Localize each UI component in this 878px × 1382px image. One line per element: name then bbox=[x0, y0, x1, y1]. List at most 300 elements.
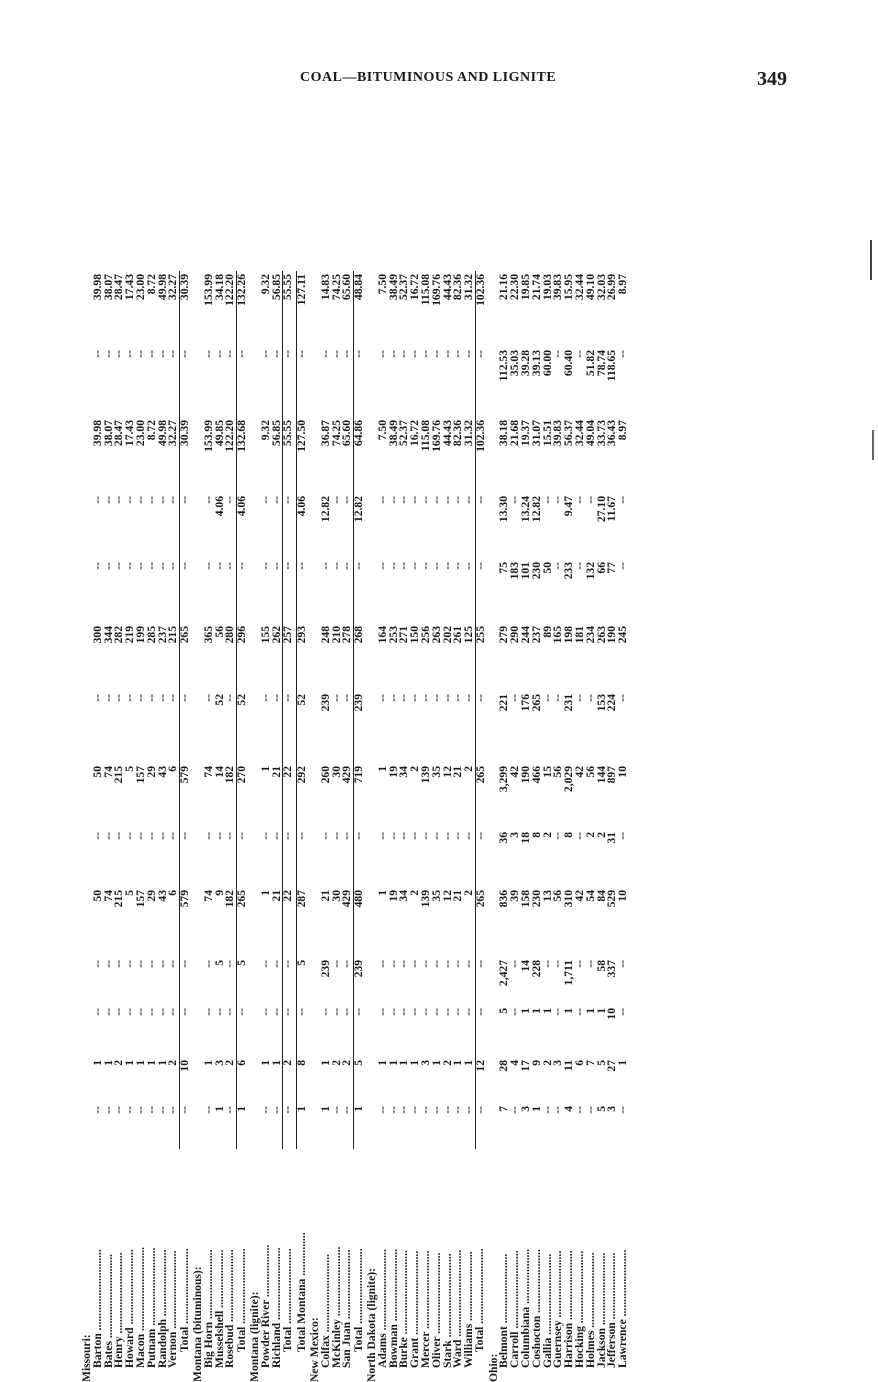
cell-col-14: 30.39 bbox=[180, 271, 193, 347]
cell-col-3: -- bbox=[144, 1008, 158, 1016]
cell-col-4: -- bbox=[269, 960, 283, 968]
cell-col-5: 21 bbox=[269, 890, 283, 902]
cell-col-10: -- bbox=[340, 562, 354, 570]
cell-col-6: 2 bbox=[594, 832, 608, 838]
cell-col-4: 14 bbox=[519, 960, 533, 972]
cell-col-13: -- bbox=[144, 350, 158, 358]
cell-col-13: 39.13 bbox=[529, 350, 543, 377]
cell-col-13: -- bbox=[551, 350, 565, 358]
cell-col-14: 127.11 bbox=[297, 271, 310, 347]
cell-col-6: -- bbox=[112, 832, 126, 840]
cell-col-3: -- bbox=[408, 1008, 422, 1016]
cell-col-9: 244 bbox=[519, 626, 533, 644]
cell-col-6: -- bbox=[340, 832, 354, 840]
cell-col-7: 43 bbox=[155, 766, 169, 778]
cell-col-2: 2 bbox=[283, 1057, 297, 1103]
cell-col-14: 32.44 bbox=[573, 274, 587, 301]
cell-col-10: -- bbox=[551, 562, 565, 570]
row-label: Vernon ........................... bbox=[166, 1250, 180, 1368]
cell-col-13: -- bbox=[283, 347, 297, 417]
cell-col-11: -- bbox=[123, 496, 137, 504]
cell-col-4: 5 bbox=[237, 957, 250, 1005]
cell-col-3: -- bbox=[573, 1008, 587, 1016]
cell-col-13: -- bbox=[462, 350, 476, 358]
cell-col-12: 55.55 bbox=[283, 417, 297, 493]
cell-col-7: 260 bbox=[318, 766, 332, 784]
row-label: McKinley ........................ bbox=[329, 1246, 343, 1368]
cell-col-12: 31.07 bbox=[529, 420, 543, 447]
cell-col-14: 169.76 bbox=[429, 274, 443, 306]
cell-col-14: 31.32 bbox=[462, 274, 476, 301]
cell-col-14: 49.10 bbox=[583, 274, 597, 301]
cell-col-4: -- bbox=[101, 960, 115, 968]
cell-col-13: -- bbox=[258, 350, 272, 358]
cell-col-3: -- bbox=[90, 1008, 104, 1016]
cell-col-8: 221 bbox=[497, 694, 511, 712]
row-label: Stark ............................. bbox=[440, 1253, 454, 1368]
cell-col-13: -- bbox=[354, 347, 367, 417]
cell-col-6: -- bbox=[462, 832, 476, 840]
cell-col-1: -- bbox=[462, 1106, 476, 1114]
cell-col-10: -- bbox=[440, 562, 454, 570]
cell-col-12: 16.72 bbox=[408, 420, 422, 447]
cell-col-3: -- bbox=[223, 1008, 237, 1016]
cell-col-9: 199 bbox=[133, 626, 147, 644]
cell-col-4: 5 bbox=[297, 957, 310, 1005]
cell-col-1: 1 bbox=[318, 1106, 332, 1112]
cell-col-7: 1 bbox=[375, 766, 389, 772]
cell-col-6: -- bbox=[258, 832, 272, 840]
cell-col-12: 169.76 bbox=[429, 420, 443, 452]
cell-col-4: -- bbox=[180, 957, 193, 1005]
cell-col-1: -- bbox=[386, 1106, 400, 1114]
cell-col-4: -- bbox=[155, 960, 169, 968]
cell-col-2: 1 bbox=[133, 1060, 147, 1066]
row-label: Total Montana ............... bbox=[294, 1232, 308, 1352]
cell-col-14: 39.98 bbox=[90, 274, 104, 301]
cell-col-11: -- bbox=[201, 496, 215, 504]
cell-col-12: 49.98 bbox=[155, 420, 169, 447]
cell-col-6: -- bbox=[475, 829, 488, 887]
cell-col-6: -- bbox=[133, 832, 147, 840]
cell-col-1: 1 bbox=[297, 1103, 310, 1149]
cell-col-3: -- bbox=[551, 1008, 565, 1016]
cell-col-1: 1 bbox=[354, 1103, 367, 1149]
cell-col-1: -- bbox=[551, 1106, 565, 1114]
cell-col-3: -- bbox=[166, 1008, 180, 1016]
cell-col-5: 265 bbox=[475, 887, 488, 957]
cell-col-2: 2 bbox=[329, 1060, 343, 1066]
row-label: Lawrence ....................... bbox=[616, 1249, 630, 1368]
cell-col-4: 239 bbox=[354, 957, 367, 1005]
cell-col-2: 1 bbox=[201, 1060, 215, 1066]
cell-col-2: 12 bbox=[475, 1057, 488, 1103]
cell-col-8: -- bbox=[616, 694, 630, 702]
cell-col-6: -- bbox=[329, 832, 343, 840]
cell-col-13: -- bbox=[269, 350, 283, 358]
cell-col-9: 293 bbox=[297, 623, 310, 691]
cell-col-3: 1 bbox=[519, 1008, 533, 1014]
cell-col-5: 13 bbox=[540, 890, 554, 902]
cell-col-8: -- bbox=[583, 694, 597, 702]
cell-col-7: 74 bbox=[201, 766, 215, 778]
cell-col-4: 2,427 bbox=[497, 960, 511, 987]
cell-col-7: 2 bbox=[462, 766, 476, 772]
coal-production-table bbox=[82, 271, 629, 1382]
cell-col-3: -- bbox=[237, 1005, 250, 1057]
cell-col-6: -- bbox=[223, 832, 237, 840]
cell-col-8: -- bbox=[397, 694, 411, 702]
cell-col-8: -- bbox=[440, 694, 454, 702]
cell-col-6: -- bbox=[397, 832, 411, 840]
cell-col-7: 6 bbox=[166, 766, 180, 772]
cell-col-10: -- bbox=[144, 562, 158, 570]
cell-col-8: 176 bbox=[519, 694, 533, 712]
cell-col-12: 56.37 bbox=[562, 420, 576, 447]
cell-col-7: 144 bbox=[594, 766, 608, 784]
cell-col-2: 2 bbox=[223, 1060, 237, 1066]
cell-col-11: -- bbox=[375, 496, 389, 504]
cell-col-3: -- bbox=[508, 1008, 522, 1016]
cell-col-6: -- bbox=[155, 832, 169, 840]
row-label: Ward .............................. bbox=[451, 1249, 465, 1368]
cell-col-4: -- bbox=[166, 960, 180, 968]
cell-col-5: 84 bbox=[594, 890, 608, 902]
cell-col-9: 261 bbox=[451, 626, 465, 644]
cell-col-11: -- bbox=[386, 496, 400, 504]
cell-col-8 bbox=[82, 691, 93, 763]
cell-col-12: 153.99 bbox=[201, 420, 215, 452]
cell-col-12: 28.47 bbox=[112, 420, 126, 447]
cell-col-13: -- bbox=[386, 350, 400, 358]
cell-col-7: 270 bbox=[237, 763, 250, 829]
cell-col-2: 3 bbox=[551, 1060, 565, 1066]
cell-col-3: -- bbox=[133, 1008, 147, 1016]
cell-col-6: 8 bbox=[562, 832, 576, 838]
cell-col-2: 1 bbox=[318, 1060, 332, 1066]
cell-col-10: 66 bbox=[594, 562, 608, 574]
scan-artifact bbox=[872, 430, 874, 460]
cell-col-9: 164 bbox=[375, 626, 389, 644]
cell-col-14: 48.84 bbox=[354, 271, 367, 347]
row-label: Williams ........................ bbox=[462, 1251, 476, 1368]
cell-col-1: -- bbox=[451, 1106, 465, 1114]
cell-col-10: -- bbox=[375, 562, 389, 570]
cell-col-1: 7 bbox=[497, 1106, 511, 1112]
row-label: Grant ............................. bbox=[408, 1250, 422, 1368]
cell-col-9: 237 bbox=[529, 626, 543, 644]
row-label: Colfax ........................... bbox=[318, 1253, 332, 1368]
cell-col-2: 27 bbox=[605, 1060, 619, 1072]
cell-col-6: -- bbox=[201, 832, 215, 840]
cell-col-1: -- bbox=[144, 1106, 158, 1114]
cell-col-11: 12.82 bbox=[354, 493, 367, 559]
cell-col-3: -- bbox=[212, 1008, 226, 1016]
cell-col-14: 153.99 bbox=[201, 274, 215, 306]
cell-col-9: 198 bbox=[562, 626, 576, 644]
cell-col-10: -- bbox=[201, 562, 215, 570]
cell-col-10: 132 bbox=[583, 562, 597, 580]
cell-col-14: 52.37 bbox=[397, 274, 411, 301]
row-label: Harrison ........................ bbox=[562, 1250, 576, 1368]
cell-col-14: 21.74 bbox=[529, 274, 543, 301]
cell-col-12: 52.37 bbox=[397, 420, 411, 447]
cell-col-10: -- bbox=[269, 562, 283, 570]
cell-col-4: -- bbox=[397, 960, 411, 968]
cell-col-12: 127.50 bbox=[297, 417, 310, 493]
cell-col-13: 60.00 bbox=[540, 350, 554, 377]
cell-col-9: 245 bbox=[616, 626, 630, 644]
cell-col-12: 36.43 bbox=[605, 420, 619, 447]
cell-col-4: -- bbox=[283, 957, 297, 1005]
cell-col-7: 14 bbox=[212, 766, 226, 778]
cell-col-8: -- bbox=[269, 694, 283, 702]
cell-col-6: -- bbox=[144, 832, 158, 840]
cell-col-12: 21.68 bbox=[508, 420, 522, 447]
cell-col-12: 32.27 bbox=[166, 420, 180, 447]
row-label: Adams ............................ bbox=[375, 1249, 389, 1368]
cell-col-9: 279 bbox=[497, 626, 511, 644]
cell-col-5: 287 bbox=[297, 887, 310, 957]
row-label: Jackson ......................... bbox=[594, 1252, 608, 1368]
cell-col-1: 3 bbox=[519, 1106, 533, 1112]
cell-col-8: -- bbox=[462, 694, 476, 702]
cell-col-8: 52 bbox=[237, 691, 250, 763]
cell-col-11: -- bbox=[408, 496, 422, 504]
cell-col-4: -- bbox=[375, 960, 389, 968]
row-label: New Mexico: bbox=[307, 1317, 321, 1382]
cell-col-13: 39.28 bbox=[519, 350, 533, 377]
cell-col-11: -- bbox=[508, 496, 522, 504]
cell-col-10: 50 bbox=[540, 562, 554, 574]
cell-col-5: 54 bbox=[583, 890, 597, 902]
cell-col-11: -- bbox=[101, 496, 115, 504]
cell-col-13: -- bbox=[397, 350, 411, 358]
cell-col-11: 4.06 bbox=[212, 496, 226, 517]
cell-col-4: -- bbox=[616, 960, 630, 968]
cell-col-12: 31.32 bbox=[462, 420, 476, 447]
row-label: Ohio: bbox=[486, 1353, 500, 1382]
cell-col-4: 337 bbox=[605, 960, 619, 978]
cell-col-11: -- bbox=[475, 493, 488, 559]
cell-col-11: -- bbox=[180, 493, 193, 559]
cell-col-4: -- bbox=[386, 960, 400, 968]
cell-col-5: 6 bbox=[166, 890, 180, 896]
cell-col-10: -- bbox=[112, 562, 126, 570]
cell-col-10: -- bbox=[616, 562, 630, 570]
cell-col-6: -- bbox=[573, 832, 587, 840]
total-row bbox=[297, 271, 310, 1382]
cell-col-7: 579 bbox=[180, 763, 193, 829]
cell-col-14: 82.36 bbox=[451, 274, 465, 301]
cell-col-11: 9.47 bbox=[562, 496, 576, 517]
cell-col-7: 719 bbox=[354, 763, 367, 829]
cell-col-7: 21 bbox=[451, 766, 465, 778]
cell-col-12: 132.68 bbox=[237, 417, 250, 493]
cell-col-12: 30.39 bbox=[180, 417, 193, 493]
cell-col-5: 56 bbox=[551, 890, 565, 902]
scan-artifact bbox=[870, 240, 872, 280]
cell-col-7: 35 bbox=[429, 766, 443, 778]
cell-col-5: 34 bbox=[397, 890, 411, 902]
cell-col-9: 282 bbox=[112, 626, 126, 644]
cell-col-1: 1 bbox=[237, 1103, 250, 1149]
cell-col-6: -- bbox=[90, 832, 104, 840]
cell-col-10: -- bbox=[397, 562, 411, 570]
cell-col-4: 1,711 bbox=[562, 960, 576, 986]
cell-col-5: 310 bbox=[562, 890, 576, 908]
cell-col-1: -- bbox=[90, 1106, 104, 1114]
cell-col-8: -- bbox=[283, 691, 297, 763]
cell-col-9: 248 bbox=[318, 626, 332, 644]
cell-col-10: -- bbox=[90, 562, 104, 570]
cell-col-14: 132.26 bbox=[237, 271, 250, 347]
cell-col-3: 10 bbox=[605, 1008, 619, 1020]
cell-col-5: 12 bbox=[440, 890, 454, 902]
cell-col-1: 5 bbox=[594, 1106, 608, 1112]
cell-col-12: 38.18 bbox=[497, 420, 511, 447]
cell-col-3: -- bbox=[462, 1008, 476, 1016]
cell-col-13: -- bbox=[375, 350, 389, 358]
cell-col-11: -- bbox=[258, 496, 272, 504]
cell-col-12: 82.36 bbox=[451, 420, 465, 447]
cell-col-14: 39.83 bbox=[551, 274, 565, 301]
cell-col-7: 5 bbox=[123, 766, 137, 772]
cell-col-4: -- bbox=[418, 960, 432, 968]
cell-col-8: -- bbox=[475, 691, 488, 763]
cell-col-14: 38.49 bbox=[386, 274, 400, 301]
cell-col-6: -- bbox=[375, 832, 389, 840]
cell-col-1: -- bbox=[583, 1106, 597, 1114]
cell-col-7: 42 bbox=[573, 766, 587, 778]
cell-col-13: -- bbox=[101, 350, 115, 358]
cell-col-8 bbox=[367, 691, 378, 763]
cell-col-6: -- bbox=[451, 832, 465, 840]
cell-col-13: -- bbox=[297, 347, 310, 417]
cell-col-9: 271 bbox=[397, 626, 411, 644]
cell-col-14: 74.25 bbox=[329, 274, 343, 301]
cell-col-2: 2 bbox=[540, 1060, 554, 1066]
cell-col-10: -- bbox=[258, 562, 272, 570]
cell-col-4: -- bbox=[258, 960, 272, 968]
cell-col-13: -- bbox=[475, 347, 488, 417]
cell-col-7: 139 bbox=[418, 766, 432, 784]
cell-col-1: -- bbox=[408, 1106, 422, 1114]
cell-col-11: -- bbox=[340, 496, 354, 504]
cell-col-1: -- bbox=[283, 1103, 297, 1149]
cell-col-3: -- bbox=[329, 1008, 343, 1016]
cell-col-8: -- bbox=[258, 694, 272, 702]
cell-col-8: -- bbox=[375, 694, 389, 702]
cell-col-5: 2 bbox=[408, 890, 422, 896]
cell-col-10: -- bbox=[123, 562, 137, 570]
cell-col-10: -- bbox=[475, 559, 488, 623]
cell-col-12: 49.85 bbox=[212, 420, 226, 447]
cell-col-2: 1 bbox=[101, 1060, 115, 1066]
cell-col-2: 1 bbox=[258, 1060, 272, 1066]
cell-col-7 bbox=[250, 763, 261, 829]
cell-col-2: 2 bbox=[440, 1060, 454, 1066]
cell-col-10: -- bbox=[354, 559, 367, 623]
cell-col-13: -- bbox=[123, 350, 137, 358]
cell-col-6: -- bbox=[297, 829, 310, 887]
cell-col-8: -- bbox=[112, 694, 126, 702]
cell-col-8: 239 bbox=[318, 694, 332, 712]
cell-col-2: 4 bbox=[508, 1060, 522, 1066]
cell-col-2: 1 bbox=[144, 1060, 158, 1066]
cell-col-13: -- bbox=[180, 347, 193, 417]
cell-col-14: 34.18 bbox=[212, 274, 226, 301]
cell-col-8: -- bbox=[429, 694, 443, 702]
cell-col-14: 19.03 bbox=[540, 274, 554, 301]
cell-col-13: -- bbox=[133, 350, 147, 358]
cell-col-9: 155 bbox=[258, 626, 272, 644]
cell-col-1: -- bbox=[329, 1106, 343, 1114]
cell-col-14: 44.43 bbox=[440, 274, 454, 301]
cell-col-3: -- bbox=[123, 1008, 137, 1016]
cell-col-1: -- bbox=[573, 1106, 587, 1114]
cell-col-12: 122.20 bbox=[223, 420, 237, 452]
cell-col-5: 2 bbox=[462, 890, 476, 896]
cell-col-14: 56.85 bbox=[269, 274, 283, 301]
cell-col-10: -- bbox=[418, 562, 432, 570]
cell-col-9: 190 bbox=[605, 626, 619, 644]
cell-col-5: 215 bbox=[112, 890, 126, 908]
cell-col-4: -- bbox=[573, 960, 587, 968]
cell-col-12: 39.83 bbox=[551, 420, 565, 447]
cell-col-13: -- bbox=[212, 350, 226, 358]
cell-col-4: -- bbox=[112, 960, 126, 968]
cell-col-12: 64.86 bbox=[354, 417, 367, 493]
cell-col-6: -- bbox=[551, 832, 565, 840]
cell-col-7: 50 bbox=[90, 766, 104, 778]
row-label: Columbiana ................... bbox=[519, 1248, 533, 1368]
cell-col-11: -- bbox=[397, 496, 411, 504]
cell-col-7: 34 bbox=[397, 766, 411, 778]
cell-col-10: -- bbox=[408, 562, 422, 570]
cell-col-12: 38.49 bbox=[386, 420, 400, 447]
cell-col-12: 33.73 bbox=[594, 420, 608, 447]
cell-col-7: 1 bbox=[258, 766, 272, 772]
cell-col-4: -- bbox=[475, 957, 488, 1005]
cell-col-11: -- bbox=[573, 496, 587, 504]
cell-col-1: -- bbox=[429, 1106, 443, 1114]
row-label: Holmes .......................... bbox=[583, 1252, 597, 1368]
cell-col-1: -- bbox=[375, 1106, 389, 1114]
row-label: Mercer ........................... bbox=[418, 1250, 432, 1368]
cell-col-11: -- bbox=[583, 496, 597, 504]
cell-col-9: 237 bbox=[155, 626, 169, 644]
cell-col-1: -- bbox=[112, 1106, 126, 1114]
row-label: Big Horn ........................ bbox=[201, 1249, 215, 1368]
cell-col-14: 19.85 bbox=[519, 274, 533, 301]
cell-col-1: -- bbox=[155, 1106, 169, 1114]
cell-col-13: 60.40 bbox=[562, 350, 576, 377]
cell-col-11: 13.24 bbox=[519, 496, 533, 523]
cell-col-9: 365 bbox=[201, 626, 215, 644]
cell-col-6: -- bbox=[429, 832, 443, 840]
cell-col-13: -- bbox=[408, 350, 422, 358]
cell-col-11: -- bbox=[429, 496, 443, 504]
cell-col-9: 219 bbox=[123, 626, 137, 644]
cell-col-2: 10 bbox=[180, 1057, 193, 1103]
cell-col-13: -- bbox=[451, 350, 465, 358]
cell-col-7: 29 bbox=[144, 766, 158, 778]
cell-col-8: 239 bbox=[354, 691, 367, 763]
row-label: Burke ............................. bbox=[397, 1250, 411, 1368]
cell-col-9: 165 bbox=[551, 626, 565, 644]
row-label: Henry ............................ bbox=[112, 1252, 126, 1368]
